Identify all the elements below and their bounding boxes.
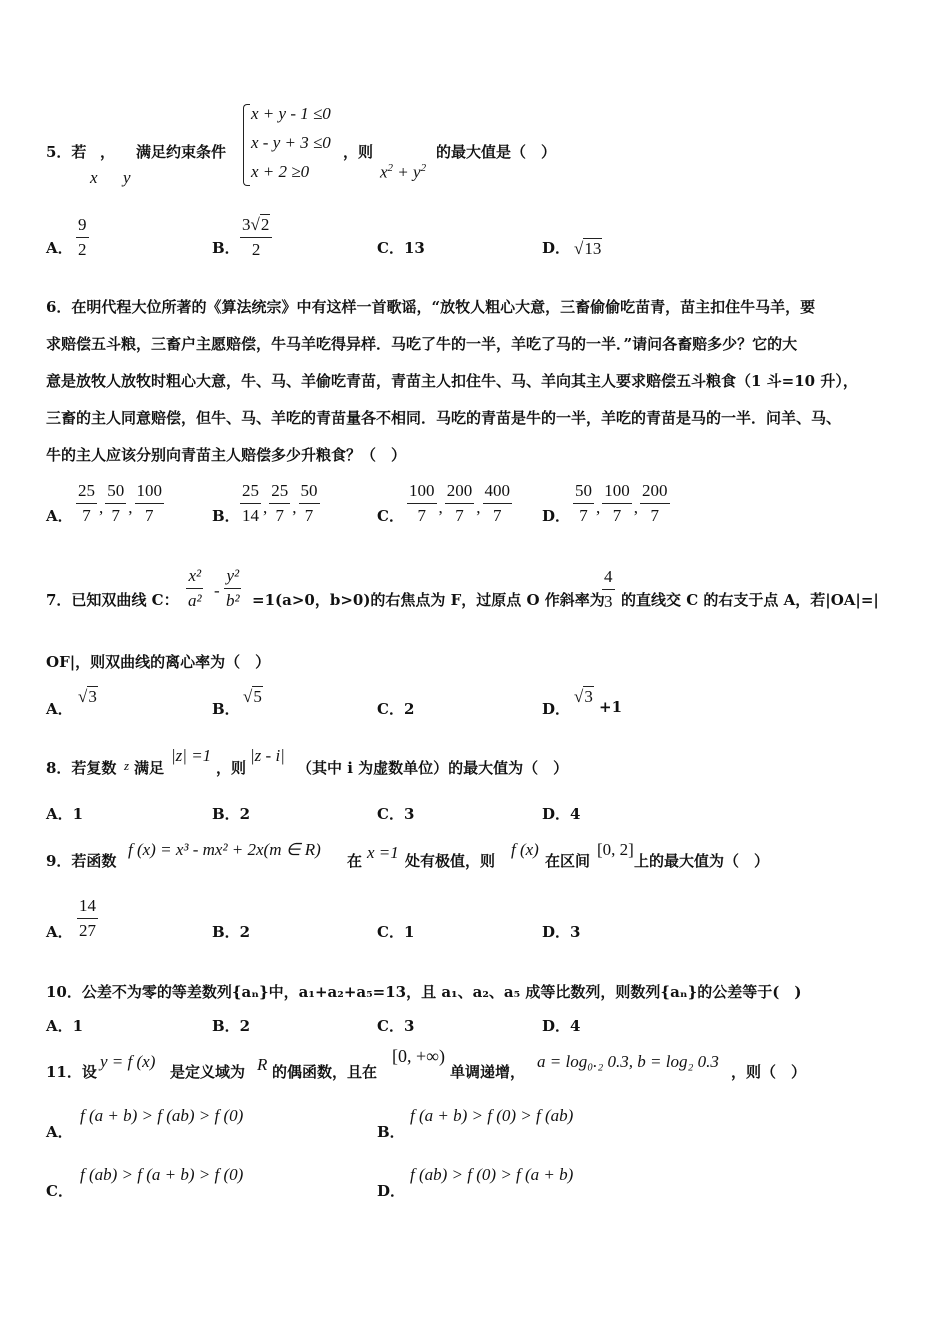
q7-option-b-label: B． <box>212 700 240 718</box>
q7-option-d-sqrt: √3 <box>574 687 593 706</box>
q10-option-d: D．4 <box>542 1017 581 1035</box>
q11-option-c-label: C． <box>46 1182 73 1200</box>
q11-increasing-text: 单调递增， <box>450 1063 526 1081</box>
q7-fraction-y: $\frac{\text{y²}}{\text{b²}}$ <box>226 566 240 610</box>
q7-fraction-x: $\frac{\text{x²}}{\text{a²}}$ <box>188 566 202 610</box>
q9-option-a-fraction: $\frac{14}{27}$ <box>79 896 96 940</box>
q6-line-1: 6．在明代程大位所著的《算法统宗》中有这样一首歌谣，“放牧人粗心大意，三畜偷偷吃苗青，苗主扣住牛马羊，要 <box>46 298 816 316</box>
q5-expression: $x^2 + y^2$ <box>380 162 427 182</box>
q9-suffix: 上的最大值为（ ） <box>634 852 770 870</box>
q10-option-b: B．2 <box>212 1017 251 1035</box>
q6-option-a-fractions: $\frac{25}{7}$ , $\frac{50}{7}$ , $\frac{100}{7}$ <box>78 481 162 525</box>
q6-option-b-fractions: $\frac{25}{14}$ , $\frac{25}{7}$ , $\frac{50}{7}$ <box>242 481 318 525</box>
q8-prefix: 8．若复数 <box>46 759 117 777</box>
q11-prefix: 11．设 <box>46 1063 97 1081</box>
q9-prefix: 9．若函数 <box>46 852 117 870</box>
q9-interval: [0, 2] <box>597 840 634 859</box>
q11-option-b: f (a + b) > f (0) > f (ab) <box>410 1106 574 1125</box>
q5-ineq-2: x - y + 3 ≤0 <box>251 133 331 152</box>
q5-option-d-sqrt: √13 <box>574 239 602 258</box>
q7-middle: =1(a>0，b>0)的右焦点为 F，过原点 O 作斜率为 <box>252 591 605 609</box>
q6-option-c-fractions: $\frac{100}{7}$ , $\frac{200}{7}$ , $\frac{400}{7}$ <box>409 481 510 525</box>
q6-option-d-fractions: $\frac{50}{7}$ , $\frac{100}{7}$ , $\frac{200}{7}$ <box>575 481 668 525</box>
q8-modulus-expression: |z - i| <box>250 746 285 765</box>
q5-option-b-fraction: $\frac{3√2}{2}$ <box>240 214 272 261</box>
q11-option-a-label: A． <box>46 1123 73 1141</box>
q7-line-2: OF|，则双曲线的离心率为（ ） <box>46 653 271 671</box>
q11-ab-definition: a = log₀.₂ 0.3, b = log₂ 0.3 <box>537 1052 719 1071</box>
q7-suffix: 的直线交 C 的右支于点 A，若|OA|=| <box>621 591 879 609</box>
q10-option-c: C．3 <box>377 1017 415 1035</box>
q6-line-2: 求赔偿五斗粮，三畜户主愿赔偿，牛马羊吃得异样．马吃了牛的一半，羊吃了马的一半．”请问各畜赔多少？它的大 <box>46 335 798 353</box>
q7-option-a-label: A． <box>46 700 73 718</box>
q5-var-x: x <box>90 168 98 187</box>
q11-R: R <box>257 1055 268 1074</box>
q8-modulus-condition: |z| =1 <box>171 746 212 765</box>
q10-option-a: A．1 <box>46 1017 84 1035</box>
q7-prefix: 7．已知双曲线 C： <box>46 591 179 609</box>
q9-option-d: D．3 <box>542 923 581 941</box>
q5-option-a-label: A． <box>46 239 73 257</box>
q11-option-d-label: D． <box>377 1182 406 1200</box>
q9-x-value: x =1 <box>367 843 399 862</box>
q5-system-brace <box>243 104 250 186</box>
q6-line-4: 三畜的主人同意赔偿，但牛、马、羊吃的青苗量各不相同．马吃的青苗是牛的一半，羊吃的青苗是马的一半．问羊、马、 <box>46 409 842 427</box>
q11-option-a: f (a + b) > f (ab) > f (0) <box>80 1106 244 1125</box>
q10-text: 10．公差不为零的等差数列{aₙ}中，a₁+a₂+a₅=13，且 a₁、a₂、a₅ 成等比数列，则数列{aₙ}的公差等于( ) <box>46 983 802 1001</box>
q6-option-d-label: D． <box>542 507 571 525</box>
q11-option-b-label: B． <box>377 1123 405 1141</box>
q9-option-a-label: A． <box>46 923 73 941</box>
q6-line-3: 意是放牧人放牧时粗心大意，牛、马、羊偷吃青苗，青苗主人扣住牛、马、羊向其主人要求赔偿五斗粮食（1 斗=10 升）， <box>46 372 858 390</box>
q11-option-d: f (ab) > f (0) > f (a + b) <box>410 1165 574 1184</box>
q5-question: 的最大值是（ ） <box>436 143 557 161</box>
q9-middle: 处有极值，则 <box>405 852 496 870</box>
q8-var-z: z <box>124 758 130 773</box>
q9-option-c: C．1 <box>377 923 415 941</box>
q8-option-a: A．1 <box>46 805 84 823</box>
q7-option-c: C．2 <box>377 700 415 718</box>
q5-comma: ， <box>100 143 116 161</box>
q5-var-y: y <box>123 168 131 187</box>
q7-option-d-label: D． <box>542 700 571 718</box>
q11-interval: [0, +∞) <box>392 1046 445 1066</box>
q9-fx: f (x) <box>511 840 539 859</box>
q8-option-d: D．4 <box>542 805 581 823</box>
q8-option-c: C．3 <box>377 805 415 823</box>
q9-function: f (x) = x³ - mx² + 2x(m ∈ R) <box>128 840 321 859</box>
q9-interval-prefix: 在区间 <box>545 852 591 870</box>
q8-satisfies: 满足 <box>134 759 165 777</box>
q5-then: ，则 <box>343 143 374 161</box>
q8-option-b: B．2 <box>212 805 251 823</box>
q5-option-a-fraction: $\frac{9}{2}$ <box>78 215 87 259</box>
q6-option-a-label: A． <box>46 507 73 525</box>
q5-option-d-label: D． <box>542 239 571 257</box>
q5-number: 5．若 <box>46 143 87 161</box>
q7-option-d-plus: +1 <box>599 698 623 716</box>
q11-domain-text: 是定义域为 <box>170 1063 246 1081</box>
q5-option-b-label: B． <box>212 239 240 257</box>
q6-option-b-label: B． <box>212 507 240 525</box>
q5-option-c: C．13 <box>377 239 425 257</box>
q5-ineq-1: x + y - 1 ≤0 <box>251 104 331 123</box>
q7-minus: - <box>214 581 220 600</box>
q7-slope-fraction: $\frac{4}{3}$ <box>604 567 613 611</box>
q9-at: 在 <box>347 852 363 870</box>
q6-option-c-label: C． <box>377 507 404 525</box>
q8-then: ，则 <box>216 759 247 777</box>
q9-option-b: B．2 <box>212 923 251 941</box>
q11-suffix: ，则（ ） <box>731 1063 807 1081</box>
q7-option-a-sqrt: √3 <box>78 687 97 706</box>
q11-option-c: f (ab) > f (a + b) > f (0) <box>80 1165 244 1184</box>
q6-line-5: 牛的主人应该分别向青苗主人赔偿多少升粮食？（ ） <box>46 446 407 464</box>
q8-suffix: （其中 i 为虚数单位）的最大值为（ ） <box>297 759 569 777</box>
q5-ineq-3: x + 2 ≥0 <box>251 162 310 181</box>
q11-even-text: 的偶函数，且在 <box>272 1063 378 1081</box>
q5-condition: 满足约束条件 <box>136 143 227 161</box>
q7-option-b-sqrt: √5 <box>243 687 262 706</box>
q11-function: y = f (x) <box>100 1052 156 1071</box>
